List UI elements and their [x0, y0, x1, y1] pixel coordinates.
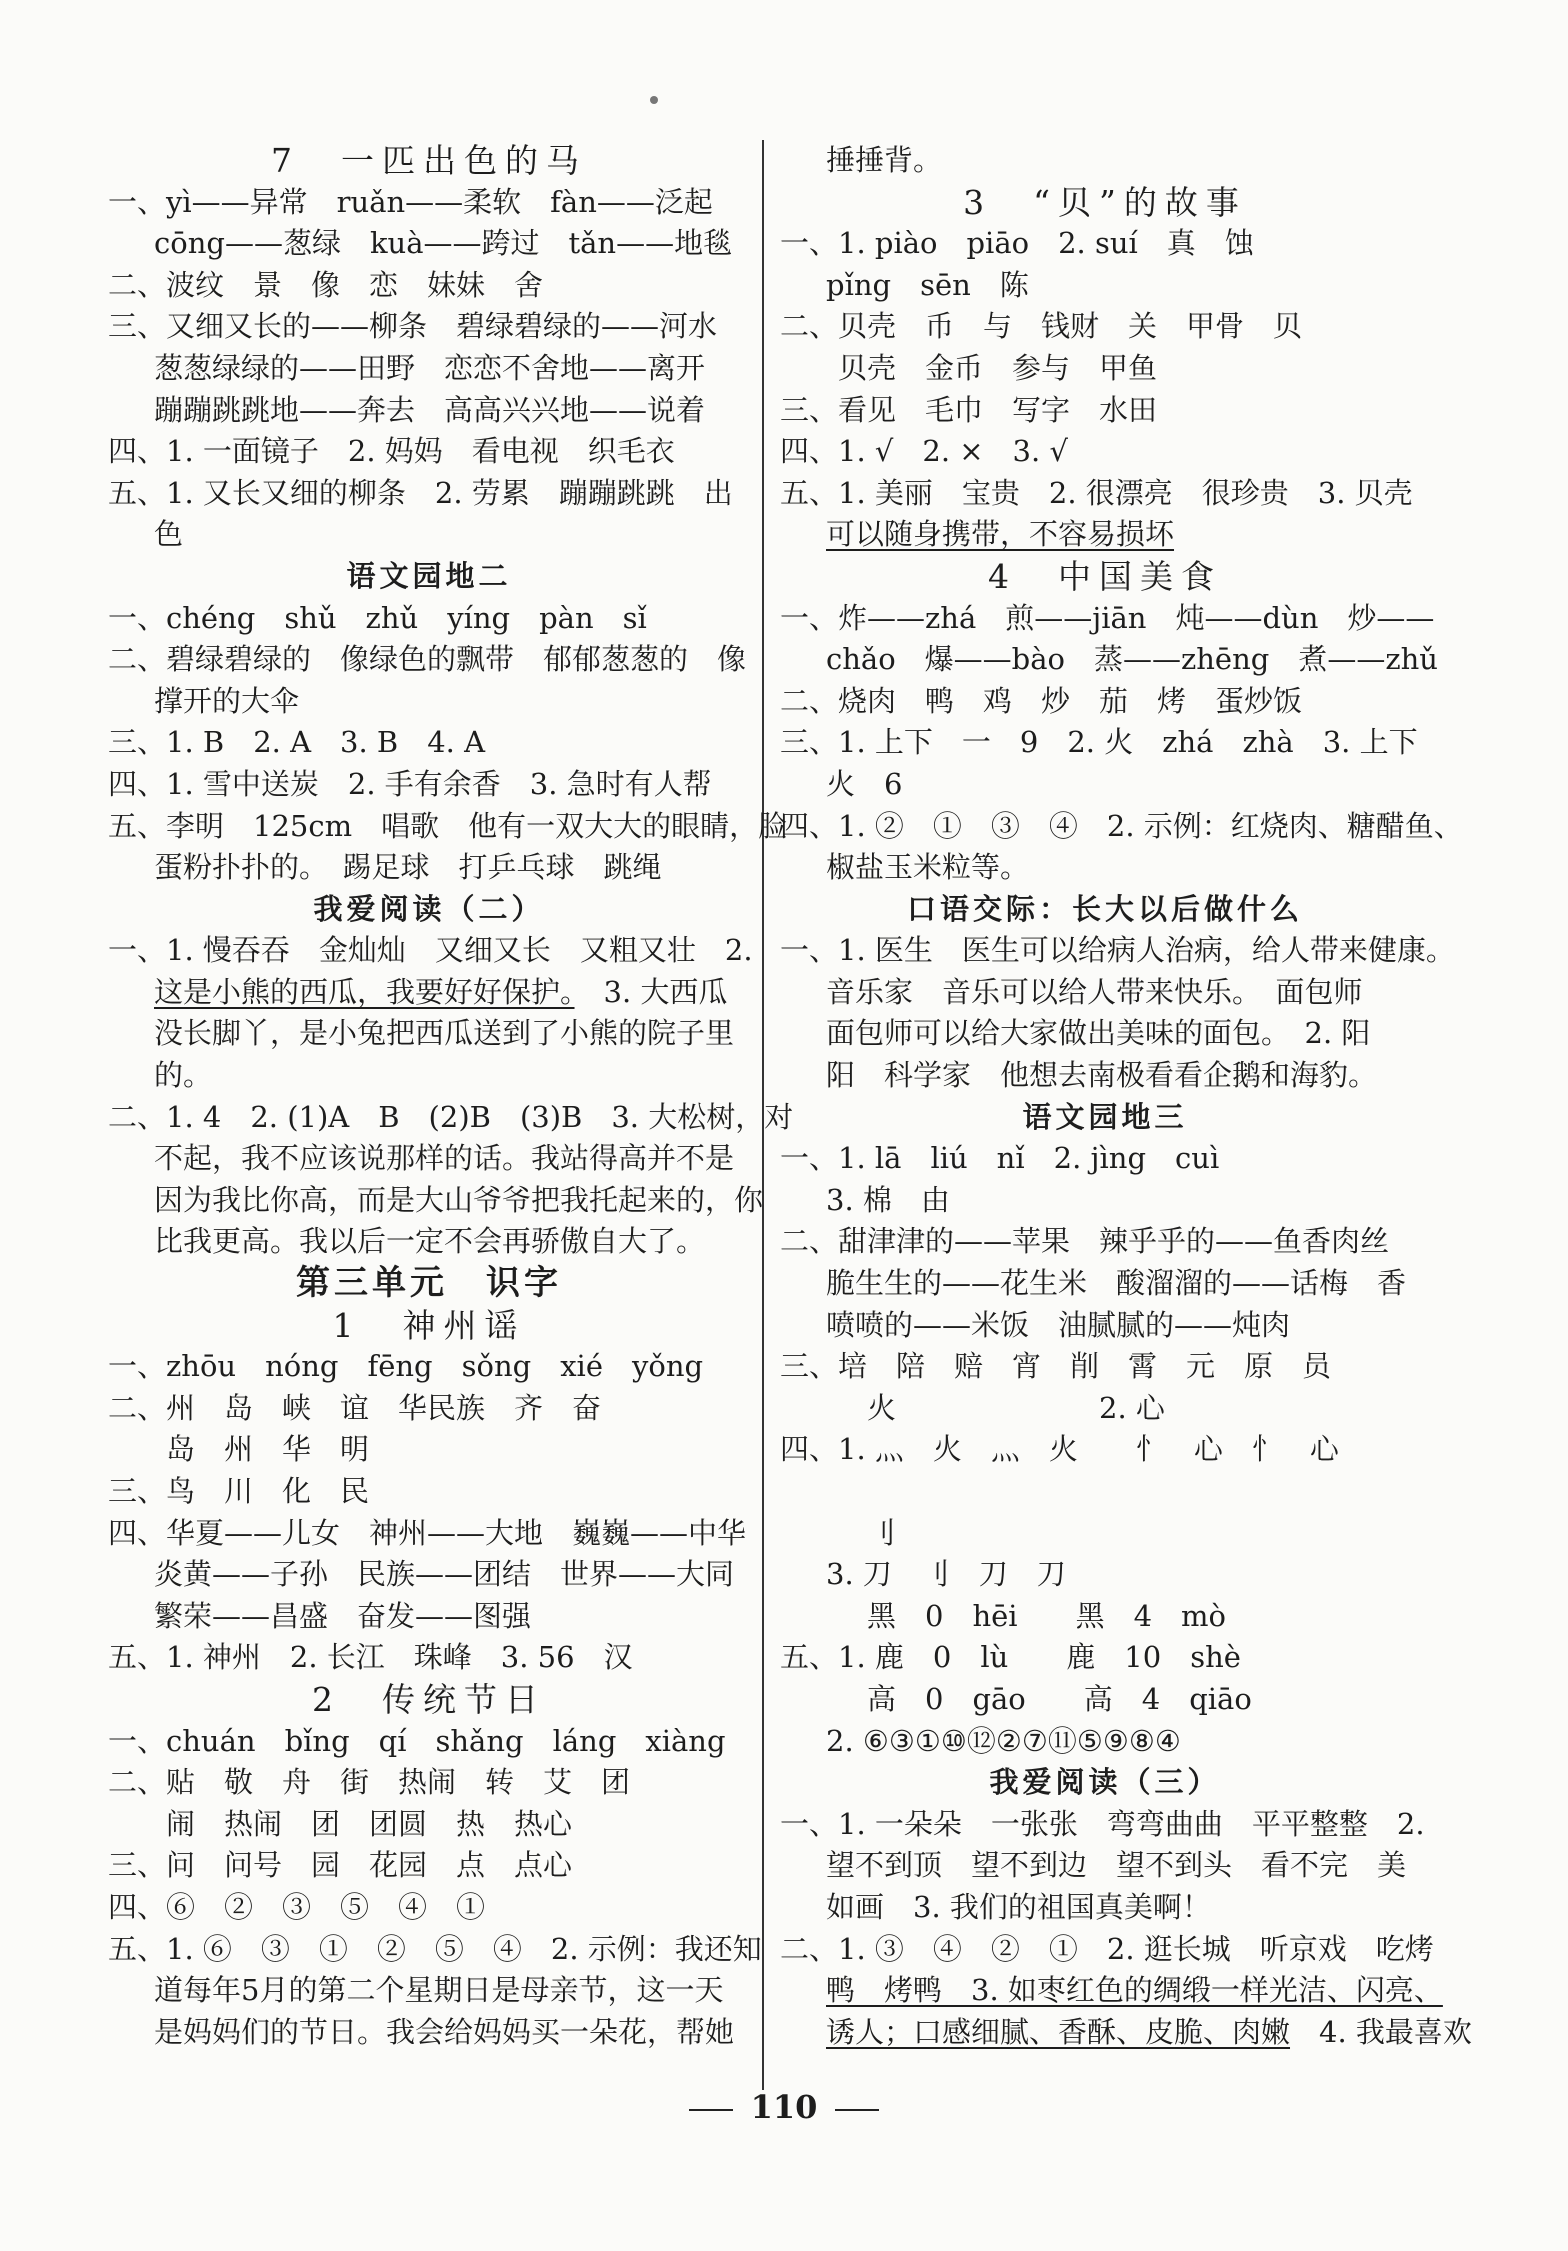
line-text: 二、贴 敬 舟 街 热闹 转 艾 团	[108, 1765, 631, 1800]
line-text: pǐng sēn 陈	[826, 267, 1029, 302]
answer-line	[108, 348, 750, 390]
line-text: 蹦蹦跳跳地——奔去 高高兴兴地——说着	[154, 392, 706, 427]
line-text: 没长脚丫，是小兔把西瓜送到了小熊的院子里	[154, 1016, 735, 1051]
line-text: 一、zhōu nóng fēng sǒng xié yǒng	[108, 1349, 704, 1384]
answer-line	[780, 348, 1430, 390]
section-heading	[780, 889, 1430, 931]
section-heading	[780, 1762, 1430, 1804]
answer-line	[780, 265, 1430, 307]
answer-line	[780, 140, 1430, 182]
line-text: 五、李明 125cm 唱歌 他有一双大大的眼睛，脸	[108, 808, 788, 843]
line-text: 2 传统节日	[312, 1679, 546, 1719]
line-text: 脆生生的——花生米 酸溜溜的——话梅 香	[826, 1266, 1407, 1301]
line-text: 一、chéng shǔ zhǔ yíng pàn sǐ	[108, 600, 647, 635]
line-text: 炎黄——子孙 民族——团结 世界——大同	[154, 1557, 735, 1592]
answer-line	[780, 1513, 1430, 1555]
answer-line	[108, 1180, 764, 1222]
line-text: 比我更高。我以后一定不会再骄傲自大了。	[154, 1224, 706, 1259]
section-heading	[108, 1263, 750, 1305]
line-text: 面包师可以给大家做出美味的面包。 2. 阳	[826, 1016, 1371, 1051]
answer-line	[108, 182, 750, 224]
line-text: 2. ⑥③①⑩⑫②⑦⑪⑤⑨⑧④	[826, 1723, 1181, 1758]
answer-line	[780, 1637, 1430, 1679]
line-text: 一、1. lā liú nǐ 2. jìng cuì	[780, 1141, 1220, 1176]
section-heading	[780, 1097, 1430, 1139]
line-text: 3. 刀 刂 刀 刀	[826, 1557, 1066, 1592]
answer-line	[108, 930, 753, 972]
answer-line	[108, 847, 750, 889]
line-text: 一、1. 一朵朵 一张张 弯弯曲曲 平平整整 2.	[780, 1806, 1425, 1841]
answer-line	[780, 1221, 1430, 1263]
answer-line	[108, 306, 750, 348]
answer-line	[780, 223, 1430, 265]
answer-line	[780, 972, 1430, 1014]
answer-line	[780, 1929, 1434, 1971]
line-text: 不起，我不应该说那样的话。我站得高并不是	[154, 1141, 735, 1176]
answer-line	[780, 1429, 1430, 1471]
line-text: 四、华夏——儿女 神州——大地 巍巍——中华	[108, 1515, 747, 1550]
line-text: 四、1. ② ① ③ ④ 2. 示例：红烧肉、糖醋鱼、	[780, 808, 1463, 843]
answer-line	[780, 1887, 1430, 1929]
answer-line	[780, 390, 1430, 432]
line-text: 可以随身携带，不容易损坏	[826, 517, 1175, 552]
answer-line	[108, 1471, 750, 1513]
line-text: 捶捶背。	[826, 143, 943, 177]
answer-line	[108, 639, 750, 681]
answer-line	[780, 722, 1430, 764]
line-text: 贝壳 金币 参与 甲鱼	[780, 350, 1158, 385]
answer-line	[108, 2012, 750, 2054]
section-heading	[108, 1305, 750, 1347]
line-tail: 3. 大西瓜	[574, 974, 728, 1009]
line-text: 色	[154, 517, 184, 552]
line-text: 闹 热闹 团 团圆 热 热心	[108, 1806, 573, 1841]
line-text: 如画 3. 我们的祖国真美啊！	[826, 1889, 1211, 1924]
line-text: 一、1. 慢吞吞 金灿灿 又细又长 又粗又壮 2.	[108, 933, 753, 968]
line-text: 第三单元 识字	[296, 1263, 562, 1304]
answer-line	[780, 1554, 1430, 1596]
answer-line	[108, 1346, 750, 1388]
line-text: chǎo 爆——bào 蒸——zhēng 煮——zhǔ	[826, 642, 1438, 677]
answer-line	[108, 598, 750, 640]
line-text: 四、1. 一面镜子 2. 妈妈 看电视 织毛衣	[108, 434, 675, 469]
line-text: 道每年5月的第二个星期日是母亲节，这一天	[154, 1973, 724, 2008]
line-text: 五、1. 鹿 0 lù 鹿 10 shè	[780, 1640, 1241, 1675]
answer-line	[780, 2012, 1472, 2054]
answer-line	[108, 722, 750, 764]
line-text: 黑 0 hēi 黑 4 mò	[780, 1598, 1226, 1633]
line-text: 刂	[780, 1515, 897, 1550]
line-text: 阳 科学家 他想去南极看看企鹅和海豹。	[826, 1058, 1378, 1093]
line-text: 五、1. 美丽 宝贵 2. 很漂亮 很珍贵 3. 贝壳	[780, 475, 1413, 510]
folio-dash-right	[835, 2109, 879, 2111]
left-column	[108, 140, 794, 2053]
line-text: 4 中国美食	[988, 556, 1222, 596]
line-text: 一、1. piào piāo 2. suí 真 蚀	[780, 226, 1254, 261]
answer-line	[108, 1138, 750, 1180]
line-text: 火 2. 心	[780, 1390, 1165, 1425]
section-heading	[108, 889, 750, 931]
answer-line	[108, 1970, 750, 2012]
answer-line	[108, 473, 750, 515]
answer-line	[780, 1346, 1430, 1388]
line-text: 二、波纹 景 像 恋 妹妹 舍	[108, 267, 544, 302]
answer-line	[780, 1596, 1430, 1638]
answer-line	[780, 1471, 1430, 1513]
section-heading	[108, 1679, 750, 1721]
line-text: 二、贝壳 币 与 钱财 关 甲骨 贝	[780, 309, 1303, 344]
line-text: 三、看见 毛巾 写字 水田	[780, 392, 1158, 427]
line-text: 音乐家 音乐可以给人带来快乐。 面包师	[826, 974, 1363, 1009]
line-text: 我爱阅读（二）	[313, 891, 545, 926]
section-heading	[108, 140, 750, 182]
answer-line	[108, 265, 750, 307]
answer-line	[108, 681, 750, 723]
line-text: 语文园地二	[346, 558, 512, 593]
answer-line	[780, 1679, 1430, 1721]
answer-line	[108, 223, 750, 265]
answer-line	[780, 1263, 1430, 1305]
line-text: 二、烧肉 鸭 鸡 炒 茄 烤 蛋炒饭	[780, 683, 1303, 718]
answer-line	[780, 1138, 1430, 1180]
answer-line	[108, 1554, 750, 1596]
answer-line	[780, 1180, 1430, 1222]
line-text: 五、1. 又长又细的柳条 2. 劳累 蹦蹦跳跳 出	[108, 475, 733, 510]
answer-line	[780, 473, 1430, 515]
answer-line	[108, 1762, 750, 1804]
line-text: 语文园地三	[1022, 1099, 1188, 1134]
line-text: 五、1. ⑥ ③ ① ② ⑤ ④ 2. 示例：我还知	[108, 1931, 762, 1966]
answer-line	[108, 1929, 762, 1971]
line-text: 椒盐玉米粒等。	[826, 850, 1030, 885]
folio-dash-left	[689, 2109, 733, 2111]
line-text: 四、1. √ 2. × 3. √	[780, 434, 1068, 469]
line-text: 二、碧绿碧绿的 像绿色的飘带 郁郁葱葱的 像	[108, 642, 747, 677]
line-text: 7 一匹出色的马	[271, 141, 587, 180]
answer-line	[780, 847, 1430, 889]
answer-line	[108, 1055, 750, 1097]
line-text: 二、州 岛 峡 谊 华民族 齐 奋	[108, 1390, 602, 1425]
line-text: 二、1. ③ ④ ② ① 2. 逛长城 听京戏 吃烤	[780, 1931, 1434, 1966]
line-text: 撑开的大伞	[154, 683, 300, 718]
line-text: 3. 棉 由	[826, 1182, 950, 1217]
answer-line	[780, 681, 1430, 723]
line-text: 喷喷的——米饭 油腻腻的——炖肉	[826, 1307, 1291, 1342]
section-heading	[780, 556, 1430, 598]
line-text: 鸭 烤鸭 3. 如枣红色的绸缎一样光洁、闪亮、	[826, 1973, 1443, 2008]
line-text: 3 “贝”的故事	[963, 182, 1247, 222]
line-text: 二、1. 4 2. (1)A B (2)B (3)B 3. 大松树，对	[108, 1099, 794, 1134]
line-text: 繁荣——昌盛 奋发——图强	[154, 1598, 532, 1633]
answer-line	[780, 1970, 1443, 2012]
answer-line	[108, 514, 750, 556]
line-text: 四、1. 雪中送炭 2. 手有余香 3. 急时有人帮	[108, 766, 712, 801]
line-text: 三、培 陪 赔 宵 削 霄 元 原 员	[780, 1349, 1332, 1384]
answer-line	[108, 1097, 794, 1139]
answer-line	[780, 1013, 1430, 1055]
section-heading	[780, 182, 1430, 224]
line-text: 三、又细又长的——柳条 碧绿碧绿的——河水	[108, 309, 718, 344]
answer-line	[108, 1637, 750, 1679]
line-text: 口语交际：长大以后做什么	[906, 891, 1303, 926]
answer-line	[108, 1221, 750, 1263]
answer-line	[108, 1013, 750, 1055]
answer-line	[108, 390, 750, 432]
answer-line	[108, 1845, 750, 1887]
page-dot-mark	[650, 96, 658, 104]
answer-line	[780, 1721, 1430, 1763]
answer-line	[780, 1804, 1430, 1846]
answer-line	[780, 431, 1430, 473]
answer-line	[108, 1429, 750, 1471]
line-text: 我爱阅读（三）	[989, 1765, 1221, 1800]
line-text: 望不到顶 望不到边 望不到头 看不完 美	[826, 1848, 1407, 1883]
line-text: 火 6	[826, 766, 903, 801]
answer-line	[108, 1887, 750, 1929]
answer-line	[780, 1388, 1430, 1430]
line-text: 因为我比你高，而是大山爷爷把我托起来的，你	[154, 1182, 764, 1217]
line-text: 四、1. 灬 火 灬 火 忄 心 忄 心	[780, 1432, 1339, 1467]
line-tail: 4. 我最喜欢	[1290, 2014, 1472, 2049]
line-text: 是妈妈们的节日。我会给妈妈买一朵花，帮她	[154, 2014, 735, 2049]
answer-line	[780, 1845, 1430, 1887]
line-text: 一、1. 医生 医生可以给病人治病，给人带来健康。	[780, 933, 1455, 968]
line-text	[826, 1474, 855, 1508]
line-text: 三、1. 上下 一 9 2. 火 zhá zhà 3. 上下	[780, 725, 1418, 760]
line-text: 一、chuán bǐng qí shǎng láng xiàng	[108, 1723, 726, 1758]
line-text: 五、1. 神州 2. 长江 珠峰 3. 56 汉	[108, 1640, 633, 1675]
line-text: 蛋粉扑扑的。 踢足球 打乒乓球 跳绳	[154, 850, 662, 885]
answer-line	[780, 806, 1463, 848]
right-column	[780, 140, 1472, 2053]
section-heading	[108, 556, 750, 598]
answer-line	[108, 1804, 750, 1846]
line-text: 的。	[154, 1058, 213, 1093]
line-text: 三、鸟 川 化 民	[108, 1474, 370, 1508]
line-text: 二、甜津津的——苹果 辣乎乎的——鱼香肉丝	[780, 1224, 1390, 1259]
answer-line	[780, 930, 1455, 972]
answer-line	[780, 1305, 1430, 1347]
line-text: 高 0 gāo 高 4 qiāo	[780, 1681, 1252, 1716]
answer-line	[780, 598, 1435, 640]
answer-line	[108, 1721, 750, 1763]
answer-line	[780, 514, 1430, 556]
answer-line	[108, 972, 750, 1014]
line-text: 1 神州谣	[332, 1305, 526, 1345]
answer-line	[780, 639, 1438, 681]
answer-line	[108, 764, 750, 806]
answer-line	[780, 1055, 1430, 1097]
line-text: 诱人；口感细腻、香酥、皮脆、肉嫩	[826, 2014, 1291, 2049]
answer-line	[780, 306, 1430, 348]
line-text: 三、问 问号 园 花园 点 点心	[108, 1848, 573, 1883]
answer-line	[108, 806, 788, 848]
page-number-text: 110	[750, 2088, 818, 2126]
answer-line	[108, 1596, 750, 1638]
line-text: 这是小熊的西瓜，我要好好保护。	[154, 974, 575, 1009]
answer-line	[780, 764, 1430, 806]
answer-line	[108, 431, 750, 473]
line-text: 四、⑥ ② ③ ⑤ ④ ①	[108, 1889, 486, 1924]
answer-line	[108, 1388, 750, 1430]
line-text: 葱葱绿绿的——田野 恋恋不舍地——离开	[154, 350, 706, 385]
line-text: cōng——葱绿 kuà——跨过 tǎn——地毯	[154, 226, 733, 261]
line-text: 岛 州 华 明	[108, 1432, 370, 1467]
page-number	[0, 2088, 1568, 2126]
answer-line	[108, 1513, 750, 1555]
line-text: 三、1. B 2. A 3. B 4. A	[108, 725, 486, 760]
line-text: 一、yì——异常 ruǎn——柔软 fàn——泛起	[108, 184, 713, 219]
line-text: 一、炸——zhá 煎——jiān 炖——dùn 炒——	[780, 600, 1435, 635]
